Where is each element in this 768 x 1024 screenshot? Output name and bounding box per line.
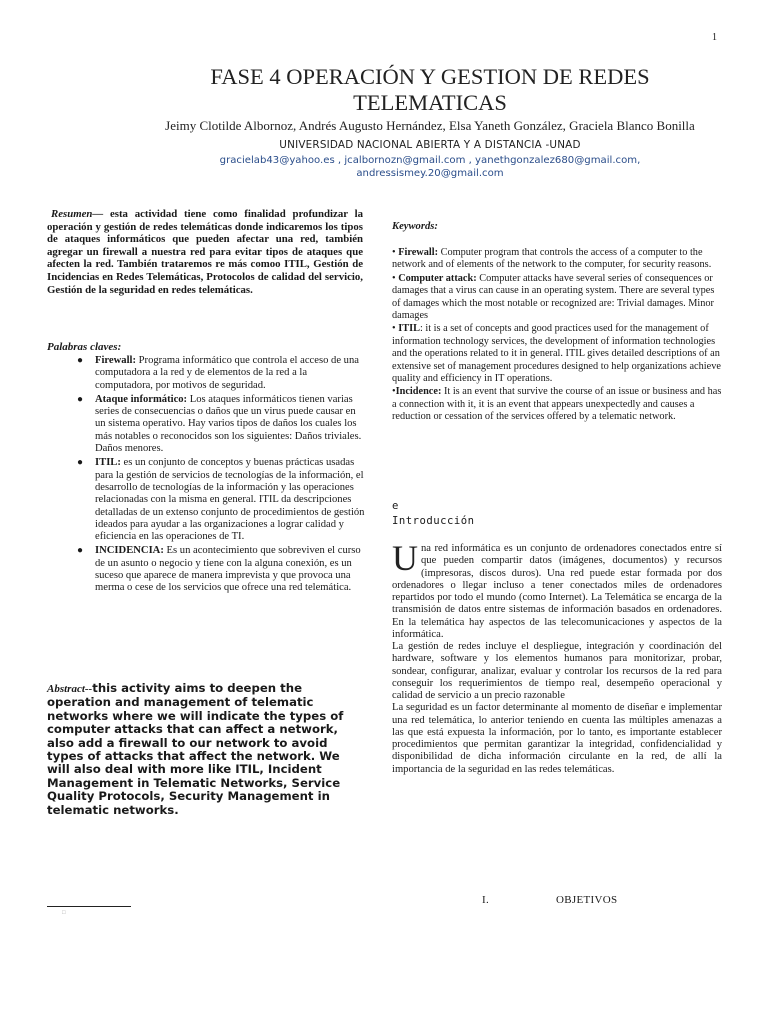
- keyword-term: ITIL:: [95, 457, 121, 469]
- list-item: [392, 386, 722, 423]
- paper-title: FASE 4 OPERACIÓN Y GESTION DE REDES TELEMATICAS: [210, 64, 650, 115]
- section-heading-objetivos: [482, 894, 617, 906]
- resumen-paragraph: [47, 208, 363, 296]
- palabras-claves-heading: Palabras claves:: [47, 341, 122, 353]
- list-item: [77, 457, 365, 543]
- stray-letter: e: [392, 500, 399, 512]
- intro-paragraph-1-text: na red informática es un conjunto de ordenadores conectados entre sí que pueden compartir datos (imágenes, documentos) y recursos (impresoras, discos duros). Una red puede estar formada por dos ordenadores o llegar incluso a tener conectados miles de ordenadores repartidos por todo el mundo (como Internet). La Telemática se encarga de la transmisión de datos entre sistemas de información basados en ordenadores. En la telemática hay aspectos de las telecomunicaciones y aspectos de la informática.: [392, 543, 722, 640]
- bullet-icon: •: [392, 323, 399, 335]
- list-item: [77, 355, 365, 392]
- palabras-claves-list: [77, 355, 365, 597]
- keyword-term: Computer attack:: [398, 272, 477, 284]
- keyword-term: ITIL: [398, 323, 420, 335]
- bullet-icon: ●: [77, 545, 84, 557]
- keyword-term: Ataque informático:: [95, 393, 188, 405]
- keyword-definition: Computer program that controls the access of a computer to the network and of elements of the network to the computer, for security reasons.: [392, 247, 712, 271]
- list-item: [392, 273, 722, 323]
- keyword-definition: Los ataques informáticos tienen varias series de consecuencias o daños que un virus puede causar en un sistema operativo. Hay varios tipos de daños los cuales los más notables o reconocidos son los siguientes: Daños triviales. Daños menores.: [95, 393, 362, 455]
- email-line-2: andressismey.20@gmail.com: [356, 168, 504, 179]
- keyword-definition: Computer attacks have several series of consequences or damages that a virus can cause in an operating system. There are several types of damages which the most notable or recognized are: Trivial damages. Minor damages: [392, 272, 715, 322]
- keyword-definition: It is an event that survive the course of an issue or business and has a connection with it, it is an event that appears unexpectedly and causes a reduction or cessation of the services offered by a telematic network.: [392, 386, 722, 423]
- introduccion-body: [392, 538, 722, 776]
- email-line-1: gracielab43@yahoo.es , jcalbornozn@gmail.com , yanethgonzalez680@gmail.com,: [219, 155, 641, 166]
- list-item: [392, 323, 722, 385]
- intro-paragraph-2: La gestión de redes incluye el despliegue, integración y coordinación del hardware, software y los elementos humanos para monitorizar, probar, sondear, configurar, analizar, evaluar y controlar los recursos de la red para conseguir los requerimientos de tiempo real, desempeño operacional y calidad de servicio a un precio razonable: [392, 641, 722, 701]
- keywords-list: [392, 247, 722, 425]
- intro-paragraph-1: [392, 538, 722, 641]
- keyword-definition: es un conjunto de conceptos y buenas prácticas usadas para la gestión de servicios de tecnologías de la información, el desarrollo de tecnologías de la información y las operaciones relacionadas con la misma en general. ITIL da descripciones detalladas de un extenso conjunto de procedimientos de gestión ideados para ayudar a las organizaciones a lograr calidad y eficiencia en las operaciones de TI.: [95, 457, 365, 543]
- bullet-icon: •: [392, 386, 396, 398]
- abstract-paragraph: [47, 682, 347, 817]
- keyword-definition: Programa informático que controla el acceso de una computadora a la red y de elementos de la red a la computadora, por motivos de seguridad.: [95, 355, 359, 391]
- footnote-divider: [47, 906, 131, 907]
- drop-cap: U: [392, 538, 418, 578]
- keywords-heading: Keywords:: [392, 221, 438, 232]
- resumen-text: esta actividad tiene como finalidad profundizar la operación y gestión de redes telemáticas donde indicaremos los tipos de ataques informáticos que pueden afectar una red, también agregar un firewall a nuestra red para evitar tipos de ataques que afecten la red. También trataremos re más comoo ITIL, Gestión de Incidencias en Redes Telemáticas, Protocolos de calidad del servicio, Gestión de la seguridad en redes telemáticas.: [47, 208, 363, 296]
- author-emails: [150, 154, 710, 180]
- university-name: UNIVERSIDAD NACIONAL ABIERTA Y A DISTANCIA -UNAD: [279, 139, 581, 151]
- intro-paragraph-3: La seguridad es un factor determinante al momento de diseñar e implementar una red telemática, lo anterior teniendo en cuenta las múltiples amenazas a las que está expuesta la información, por lo tanto, es importante establecer procedimientos que permitan garantizar la integridad, confidencialidad y disponibilidad de dicha información circulante en la red, de allí la importancia de la seguridad en las redes telemáticas.: [392, 702, 722, 775]
- bullet-icon: •: [392, 272, 399, 284]
- page-number: 1: [712, 32, 717, 43]
- footnote-mark: □: [62, 910, 66, 916]
- bullet-icon: •: [392, 247, 399, 258]
- keyword-term: Firewall:: [95, 355, 136, 366]
- list-item: [392, 247, 722, 272]
- list-item: [77, 394, 365, 455]
- introduccion-heading: Introducción: [392, 515, 475, 527]
- section-title: OBJETIVOS: [556, 894, 618, 906]
- list-item: [77, 545, 365, 594]
- author-list: Jeimy Clotilde Albornoz, Andrés Augusto Hernández, Elsa Yaneth González, Graciela Blanco Bonilla: [165, 118, 695, 133]
- bullet-icon: ●: [77, 355, 84, 366]
- resumen-label: Resumen—: [51, 208, 104, 220]
- keyword-term: Incidence:: [395, 386, 442, 398]
- bullet-icon: ●: [77, 457, 84, 469]
- keyword-definition: Es un acontecimiento que sobreviven el curso de un asunto o negocio y tiene con la alguna conexión, es un suceso que aparece de manera imprevista y que provoca una merma o cese de los servicios que ofrece una red telemática.: [95, 545, 361, 594]
- section-number: I.: [482, 894, 490, 906]
- keyword-term: INCIDENCIA:: [95, 545, 164, 557]
- abstract-text: this activity aims to deepen the operation and management of telematic networks where we will indicate the types of computer attacks that can affect a network, also add a firewall to our network to avoid types of attacks that affect the network. We will also deal with more like ITIL, Incident Management in Telematic Networks, Service Quality Protocols, Security Management in telematic networks.: [47, 681, 344, 817]
- bullet-icon: ●: [77, 393, 84, 405]
- abstract-label: Abstract--: [47, 683, 93, 695]
- keyword-term: Firewall:: [398, 247, 439, 258]
- keyword-definition: : it is a set of concepts and good practices used for the management of information technology services, the development of information technologies and the operations related to it in general. ITIL gives detailed descriptions of an extensive set of management procedures designed to help organizations achieve quality and efficiency in IT operations.: [392, 323, 721, 385]
